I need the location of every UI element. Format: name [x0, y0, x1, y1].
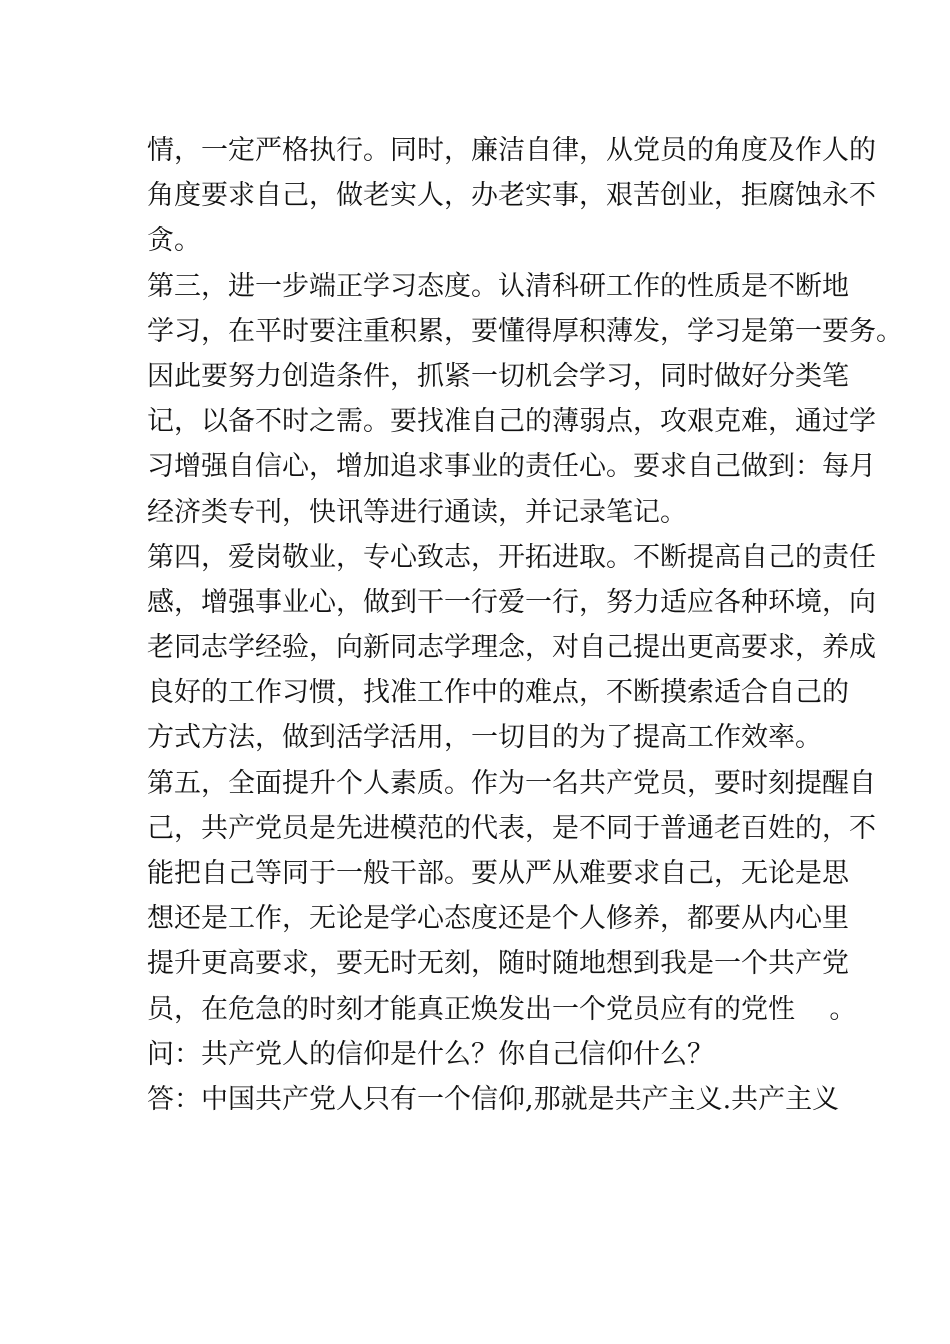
- text-line: 感，增强事业心，做到干一行爱一行，努力适应各种环境，向: [147, 586, 876, 618]
- text-line: 贪。: [147, 225, 201, 257]
- text-line: 第五，全面提升个人素质。作为一名共产党员，要时刻提醒自: [147, 767, 876, 799]
- text-line: 第三，进一步端正学习态度。认清科研工作的性质是不断地: [147, 270, 849, 302]
- text-line: 情，一定严格执行。同时，廉洁自律，从党员的角度及作人的: [147, 135, 876, 166]
- text-line: 老同志学经验，向新同志学理念，对自己提出更高要求，养成: [147, 632, 876, 664]
- text-line: 第四，爱岗敬业，专心致志，开拓进取。不断提高自己的责任: [147, 541, 876, 573]
- text-line: 能把自己等同于一般干部。要从严从难要求自己，无论是思: [147, 858, 849, 889]
- text-line: 角度要求自己，做老实人，办老实事，艰苦创业，拒腐蚀永不: [147, 180, 876, 212]
- text-line: 己，共产党员是先进模范的代表，是不同于普通老百姓的，不: [147, 812, 876, 844]
- text-line: 学习，在平时要注重积累，要懂得厚积薄发，学习是第一要务。: [147, 315, 903, 347]
- text-line: 想还是工作，无论是学心态度还是个人修养，都要从内心里: [147, 903, 849, 935]
- text-line: 习增强自信心，增加追求事业的责任心。要求自己做到：每月: [147, 451, 876, 483]
- text-line: 员，在危急的时刻才能真正焕发出一个党员应有的党性 。: [147, 993, 857, 1025]
- text-line: 经济类专刊，快讯等进行通读，并记录笔记。: [147, 496, 687, 528]
- text-line: 因此要努力创造条件，抓紧一切机会学习，同时做好分类笔: [147, 360, 849, 392]
- text-line: 记，以备不时之需。要找准自己的薄弱点，攻艰克难，通过学: [147, 406, 876, 438]
- document-body: [147, 128, 903, 1122]
- text-line: 答：中国共产党人只有一个信仰,那就是共产主义.共产主义: [147, 1083, 840, 1115]
- text-line: 方式方法，做到活学活用，一切目的为了提高工作效率。: [147, 722, 822, 754]
- text-line: 提升更高要求，要无时无刻，随时随地想到我是一个共产党: [147, 948, 849, 980]
- text-line: 问：共产党人的信仰是什么？你自己信仰什么？: [147, 1038, 714, 1070]
- text-line: 良好的工作习惯，找准工作中的难点，不断摸索适合自己的: [147, 677, 849, 709]
